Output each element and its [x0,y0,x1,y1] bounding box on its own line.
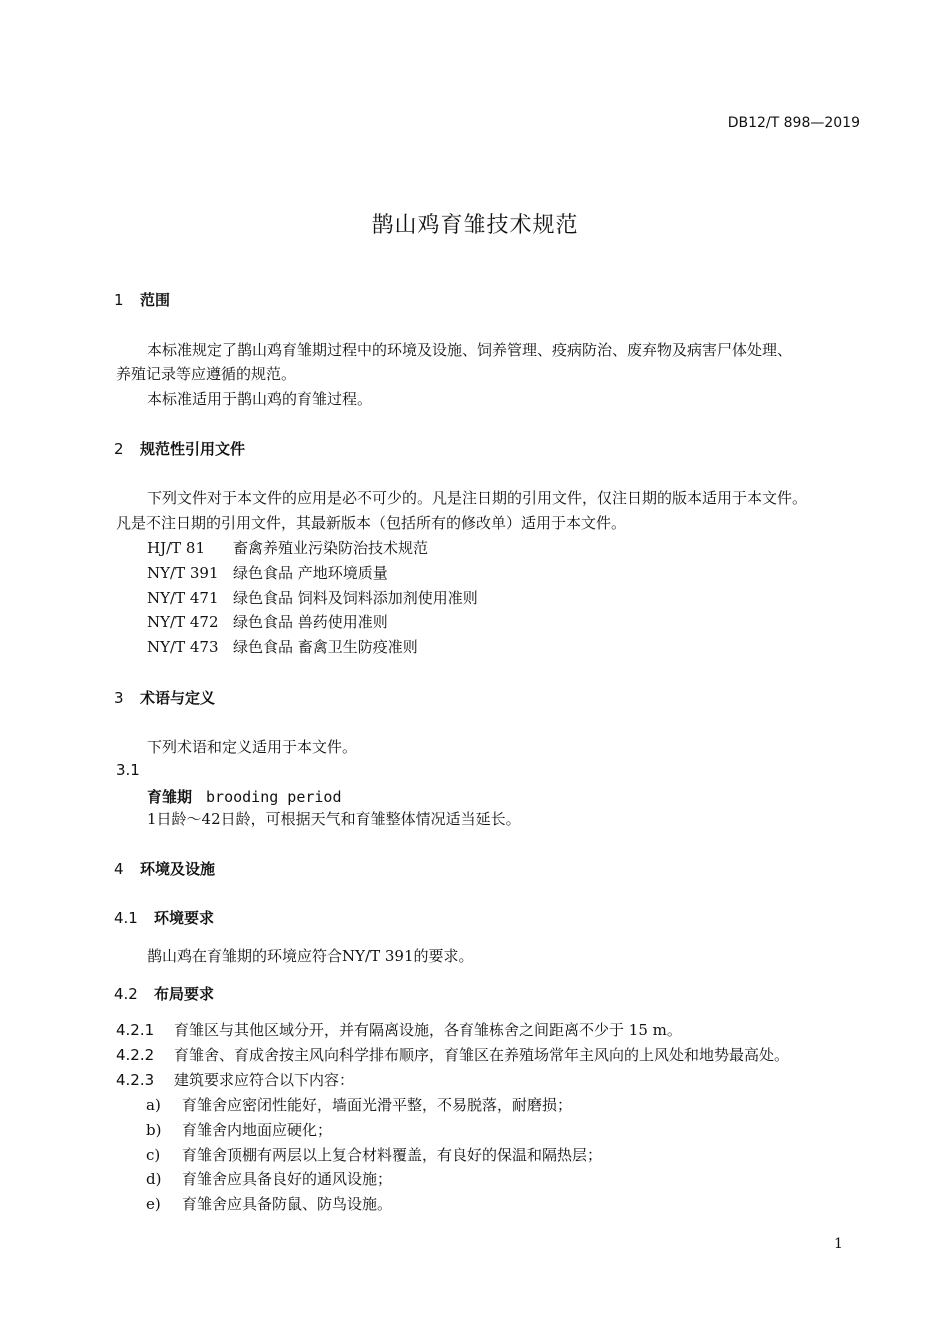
reference-entry [147,636,418,657]
section-title: 规范性引用文件 [140,440,246,458]
reference-entry [147,537,428,558]
section-title: 范围 [140,291,171,309]
term-english: brooding period [206,788,342,806]
document-title: 鹊山鸡育雏技术规范 [371,213,579,238]
list-text: 育雏舍内地面应硬化； [182,1121,333,1139]
paragraph-line: 凡是不注日期的引用文件，其最新版本（包括所有的修改单）适用于本文件。 [116,514,627,532]
reference-title: 绿色食品 兽药使用准则 [233,613,388,631]
list-label: d) [146,1170,162,1188]
reference-title: 畜禽养殖业污染防治技术规范 [233,539,429,557]
reference-code: HJ/T 81 [147,539,206,557]
clause-text: 育雏区与其他区域分开，并有隔离设施，各育雏栋舍之间距离不少于 15 m。 [174,1021,682,1039]
section-title: 术语与定义 [140,689,216,707]
list-label: a) [146,1096,161,1114]
reference-entry [147,587,478,608]
section-number: 2 [114,440,124,458]
section-title: 环境及设施 [140,860,216,878]
reference-code: NY/T 471 [147,589,219,607]
term-chinese: 育雏期 [147,788,193,806]
reference-code: NY/T 473 [147,638,219,656]
list-label: c) [146,1146,161,1164]
paragraph: 本标准适用于鹊山鸡的育雏过程。 [147,390,373,408]
list-item [146,1193,392,1214]
paragraph-line: 本标准规定了鹊山鸡育雏期过程中的环境及设施、饲养管理、疫病防治、废弃物及病害尸体处理、 [147,341,793,359]
reference-title: 绿色食品 产地环境质量 [233,564,388,582]
paragraph-line: 养殖记录等应遵循的规范。 [116,365,297,383]
list-label: e) [146,1195,161,1213]
section-number: 4 [114,860,124,878]
clause [116,1044,789,1065]
definition-number: 3.1 [116,761,140,779]
definition-term [147,786,341,807]
reference-title: 绿色食品 畜禽卫生防疫准则 [233,638,418,656]
paragraph: 下列术语和定义适用于本文件。 [147,738,358,756]
subsection-number: 4.2 [114,985,138,1003]
list-text: 育雏舍应具备良好的通风设施； [182,1170,393,1188]
clause-number: 4.2.2 [116,1046,155,1064]
standard-number: DB12/T 898—2019 [727,115,860,131]
page-number: 1 [834,1236,843,1252]
clause-number: 4.2.3 [116,1071,155,1089]
clause [116,1019,682,1040]
clause-number: 4.2.1 [116,1021,155,1039]
reference-code: NY/T 391 [147,564,219,582]
paragraph-line: 下列文件对于本文件的应用是必不可少的。凡是注日期的引用文件，仅注日期的版本适用于本文件。 [147,489,808,507]
section-number: 1 [114,291,124,309]
subsection-number: 4.1 [114,909,138,927]
section-number: 3 [114,689,124,707]
reference-entry [147,562,388,583]
section-4-heading [114,858,215,879]
list-item [146,1144,602,1165]
list-label: b) [146,1121,162,1139]
subsection-title: 环境要求 [154,909,215,927]
reference-entry [147,611,388,632]
reference-title: 绿色食品 饲料及饲料添加剂使用准则 [233,589,478,607]
section-1-heading [114,289,170,310]
list-text: 育雏舍应具备防鼠、防鸟设施。 [182,1195,393,1213]
paragraph: 鹊山鸡在育雏期的环境应符合NY/T 391的要求。 [147,947,474,965]
section-2-heading [114,438,245,459]
list-text: 育雏舍顶棚有两层以上复合材料覆盖，有良好的保温和隔热层； [182,1146,603,1164]
reference-code: NY/T 472 [147,613,219,631]
subsection-4-1-heading [114,907,214,928]
list-text: 育雏舍应密闭性能好，墙面光滑平整，不易脱落，耐磨损； [182,1096,573,1114]
clause-text: 建筑要求应符合以下内容： [174,1071,355,1089]
clause [116,1069,354,1090]
clause-text: 育雏舍、育成舍按主风向科学排布顺序，育雏区在养殖场常年主风向的上风处和地势最高处。 [174,1046,790,1064]
subsection-title: 布局要求 [154,985,215,1003]
list-item [146,1119,332,1140]
list-item [146,1168,392,1189]
list-item [146,1094,572,1115]
subsection-4-2-heading [114,983,214,1004]
section-3-heading [114,687,215,708]
definition-text: 1日龄～42日龄，可根据天气和育雏整体情况适当延长。 [147,810,521,828]
